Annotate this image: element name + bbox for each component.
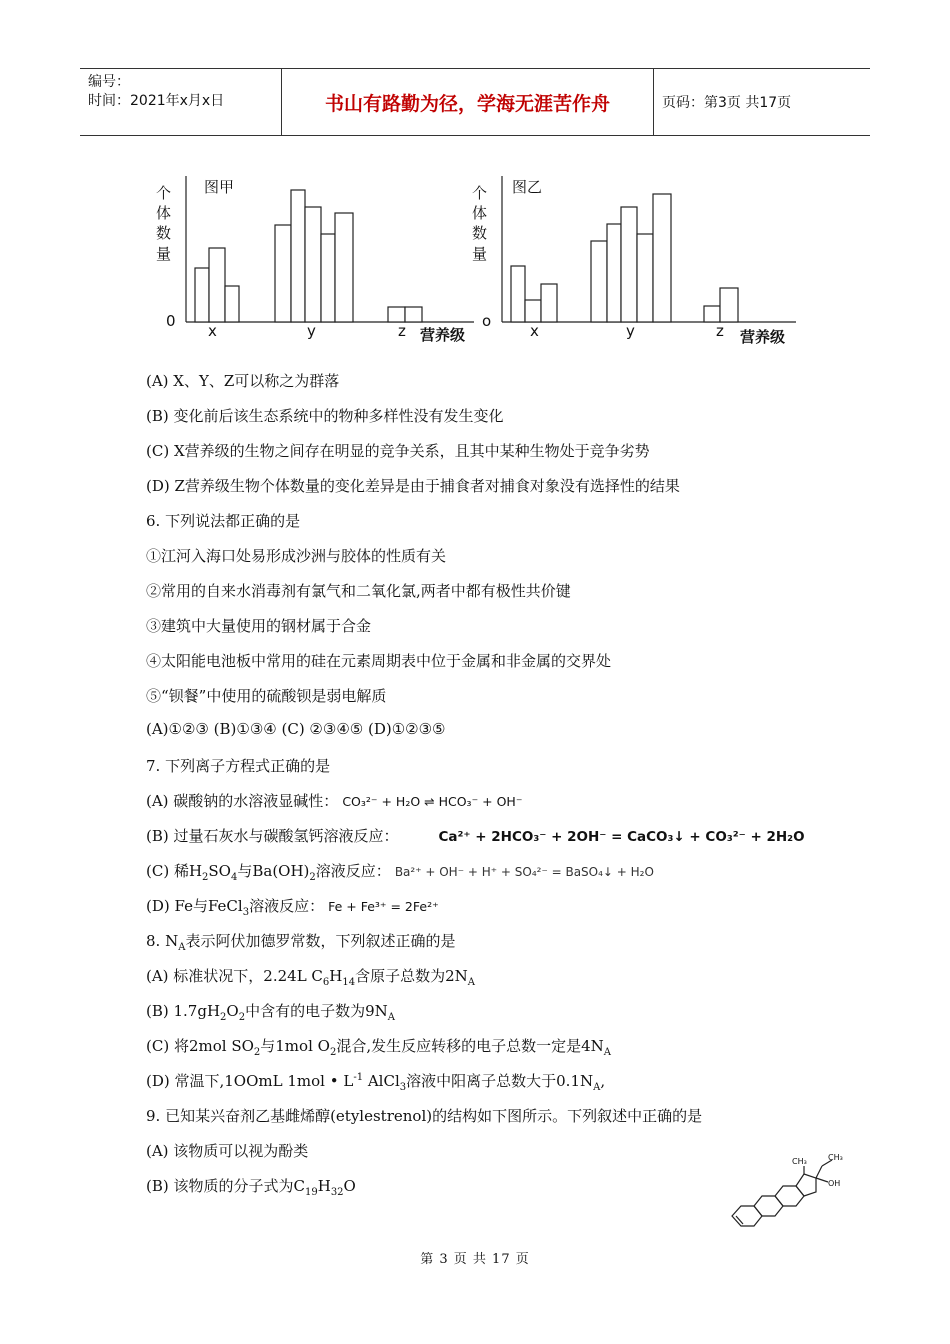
q7c-text: 与Ba(OH)	[237, 862, 310, 880]
x-label-y: y	[307, 322, 316, 340]
q8d-text: 溶液中阳离子总数大于0.1N	[406, 1072, 594, 1090]
q6-item-3: ③建筑中大量使用的钢材属于合金	[146, 617, 372, 635]
ylabel-4: 量	[472, 245, 488, 263]
bar	[621, 207, 637, 322]
q8b-text: O	[226, 1002, 239, 1020]
chart-jia	[150, 172, 480, 348]
chart-title: 图乙	[512, 178, 543, 196]
q8-option-c	[146, 1035, 611, 1058]
bar	[607, 224, 621, 322]
q7a-label: (A) 碳酸钠的水溶液显碱性：	[146, 792, 339, 810]
sub: 2	[329, 1047, 337, 1058]
sub: 2	[238, 1012, 246, 1023]
header-motto: 书山有路勤为径，学海无涯苦作舟	[282, 69, 654, 135]
q6-item-5: ⑤“钡餐”中使用的硫酸钡是弱电解质	[146, 687, 387, 705]
q9b-text: (B) 该物质的分子式为C	[146, 1177, 305, 1195]
sub: 2	[202, 872, 209, 883]
sub: 14	[342, 977, 356, 988]
page-header	[80, 68, 870, 136]
q8c-text: 混合,发生反应转移的电子总数一定是4N	[336, 1037, 604, 1055]
bar	[305, 207, 321, 322]
q8b-text: 中含有的电子数为9N	[245, 1002, 388, 1020]
origin-label: 0	[166, 312, 176, 330]
q5-option-a: (A) X、Y、Z可以称之为群落	[146, 372, 340, 390]
q6-item-2: ②常用的自来水消毒剂有氯气和二氧化氯,两者中都有极性共价键	[146, 582, 571, 600]
x-label-x: x	[208, 322, 217, 340]
q8d-text: (D) 常温下,1OOmL 1mol • L	[146, 1072, 354, 1090]
ylabel-2: 体	[472, 204, 488, 222]
q7-option-b	[146, 825, 805, 846]
bar	[275, 225, 291, 322]
sub: 3	[242, 907, 250, 918]
bar	[653, 194, 671, 322]
ylabel-1: 个	[156, 184, 172, 202]
q8a-text: (A) 标准状况下，2.24L C	[146, 967, 323, 985]
bars-yi	[511, 194, 738, 322]
bar	[321, 234, 335, 322]
q8-option-b	[146, 1000, 395, 1023]
bar	[405, 307, 422, 322]
sub: 2	[309, 872, 316, 883]
q6-item-1: ①江河入海口处易形成沙洲与胶体的性质有关	[146, 547, 447, 565]
x-label-y: y	[626, 322, 635, 340]
q7b-formula: Ca²⁺ + 2HCO₃⁻ + 2OH⁻ = CaCO₃↓ + CO₃²⁻ + 2H₂O	[438, 829, 805, 845]
q8a-text: H	[329, 967, 343, 985]
bar	[720, 288, 738, 322]
q8-option-a	[146, 965, 475, 988]
axis-name: 营养级	[420, 326, 466, 344]
sub: 2	[220, 1012, 227, 1023]
q8d-text: ,	[600, 1072, 606, 1090]
bar	[388, 307, 405, 322]
ylabel-3: 数	[472, 224, 488, 242]
page-footer: 第 3 页 共 17 页	[420, 1252, 530, 1267]
bar	[335, 213, 353, 322]
bar	[591, 241, 607, 322]
q7-option-d	[146, 895, 439, 918]
q7-option-c	[146, 860, 654, 883]
bar	[291, 190, 305, 322]
bar	[195, 268, 209, 322]
q6-stem: 6. 下列说法都正确的是	[146, 512, 301, 530]
q9-option-b	[146, 1175, 356, 1198]
sub: A	[467, 977, 476, 988]
bar	[225, 286, 239, 322]
number-label: 编号：	[88, 74, 130, 90]
q9b-text: O	[343, 1177, 356, 1195]
sub: A	[178, 942, 186, 953]
q7d-formula: Fe + Fe³⁺ = 2Fe²⁺	[328, 899, 439, 914]
q7d-text: (D) Fe与FeCl	[146, 897, 243, 915]
hydroxyl-label: OH	[828, 1179, 841, 1188]
ylabel-3: 数	[156, 224, 172, 242]
bars-jia	[195, 190, 422, 322]
q8-text: 8. N	[146, 932, 179, 950]
sub: 6	[322, 977, 330, 988]
sub: A	[387, 1012, 396, 1023]
q7c-text: 溶液反应：	[315, 862, 391, 880]
q9-stem: 9. 已知某兴奋剂乙基雌烯醇(etylestrenol)的结构如下图所示。下列叙述中正确的是	[146, 1107, 703, 1125]
q7c-text: (C) 稀H	[146, 862, 203, 880]
header-page-info: 页码：第3页 共17页	[662, 95, 792, 111]
q8-text: 表示阿伏加德罗常数，下列叙述正确的是	[185, 932, 456, 950]
q7d-text: 溶液反应：	[249, 897, 325, 915]
q9b-text: H	[317, 1177, 331, 1195]
x-label-z: z	[716, 322, 724, 340]
q5-option-b: (B) 变化前后该生态系统中的物种多样性没有发生变化	[146, 407, 504, 425]
q7-stem: 7. 下列离子方程式正确的是	[146, 757, 331, 775]
sub: 3	[399, 1082, 407, 1093]
q8b-text: (B) 1.7gH	[146, 1002, 221, 1020]
q6-options: (A)①②③ (B)①③④ (C) ②③④⑤ (D)①②③⑤	[146, 720, 446, 738]
bar	[704, 306, 720, 322]
time-label: 时间：2021年x月x日	[88, 93, 225, 109]
x-label-z: z	[398, 322, 406, 340]
chart-title: 图甲	[204, 178, 235, 196]
q7c-formula: Ba²⁺ + OH⁻ + H⁺ + SO₄²⁻ = BaSO₄↓ + H₂O	[394, 865, 654, 879]
q6-item-4: ④太阳能电池板中常用的硅在元素周期表中位于金属和非金属的交界处	[146, 652, 612, 670]
x-label-x: x	[530, 322, 539, 340]
q8c-text: 与1mol O	[260, 1037, 330, 1055]
sub: 32	[330, 1187, 344, 1198]
q8a-text: 含原子总数为2N	[355, 967, 468, 985]
q8c-text: (C) 将2mol SO	[146, 1037, 254, 1055]
methyl-label: CH₃	[792, 1157, 807, 1166]
ethyl-label: CH₃	[828, 1153, 843, 1162]
q7b-label: (B) 过量石灰水与碳酸氢钙溶液反应：	[146, 827, 399, 845]
q8-stem	[146, 930, 455, 953]
q9-option-a: (A) 该物质可以视为酚类	[146, 1142, 309, 1160]
ylabel-1: 个	[472, 184, 488, 202]
sub: 2	[253, 1047, 261, 1058]
q7c-text: SO	[208, 862, 231, 880]
q7-option-a	[146, 790, 522, 811]
sub: A	[603, 1047, 611, 1058]
origin-label: o	[482, 312, 492, 330]
sub: 19	[304, 1187, 318, 1198]
sup: -1	[353, 1072, 364, 1083]
sub: 4	[230, 872, 238, 883]
chart-yi	[466, 172, 806, 352]
sub: A	[593, 1082, 601, 1093]
ylabel-4: 量	[156, 245, 172, 263]
bar	[637, 234, 653, 322]
steroid-structure-diagram	[724, 1150, 848, 1246]
q5-option-d: (D) Z营养级生物个体数量的变化差异是由于捕食者对捕食对象没有选择性的结果	[146, 477, 680, 495]
header-meta	[80, 69, 282, 135]
axis-name: 营养级	[740, 328, 786, 346]
bar	[541, 284, 557, 322]
bar	[209, 248, 225, 322]
q8-option-d	[146, 1070, 605, 1093]
q8d-text: AlCl	[363, 1072, 400, 1090]
q7a-formula: CO₃²⁻ + H₂O ⇌ HCO₃⁻ + OH⁻	[342, 794, 523, 809]
ylabel-2: 体	[156, 204, 172, 222]
bar	[511, 266, 525, 322]
bar	[525, 300, 541, 322]
q5-option-c: (C) X营养级的生物之间存在明显的竞争关系，且其中某种生物处于竞争劣势	[146, 442, 650, 460]
